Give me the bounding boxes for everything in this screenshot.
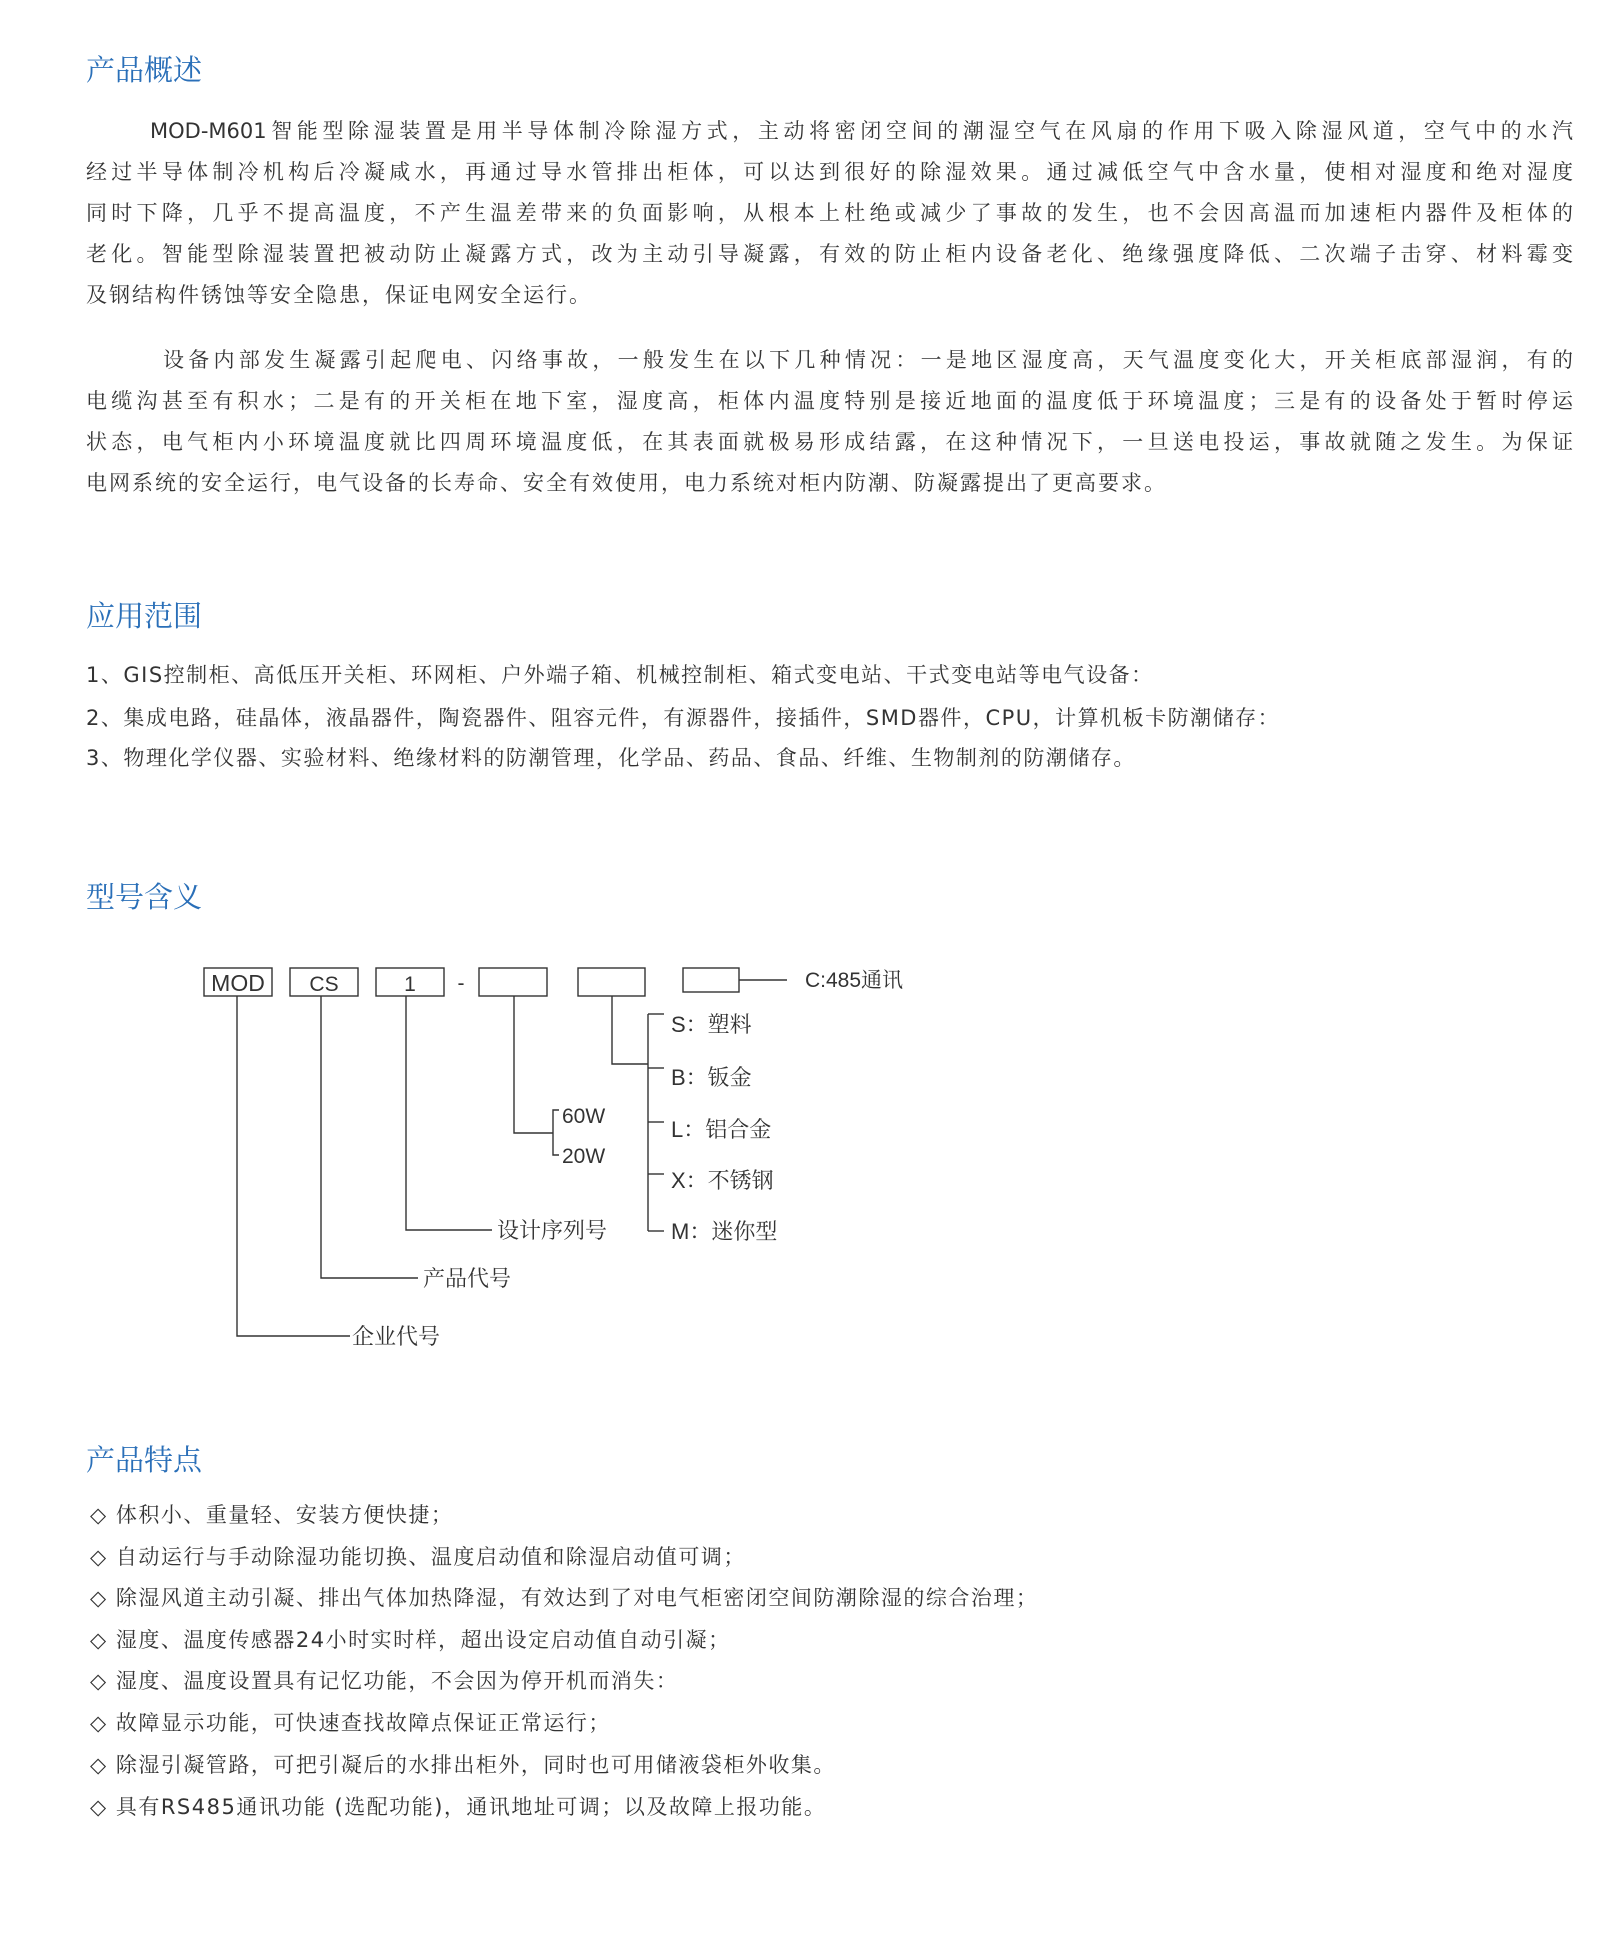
overview-p1-line: 经过半导体制冷机构后冷凝咸水，再通过导水管排出柜体，可以达到很好的除湿效果。通过减低空气中含水量，使相对湿度和绝对湿度: [86, 160, 1573, 184]
material-option: M：迷你型: [671, 1219, 778, 1244]
dash-separator: -: [457, 972, 465, 995]
overview-p1-line: MOD-M601智能型除湿装置是用半导体制冷除湿方式，主动将密闭空间的潮湿空气在风扇的作用下吸入除湿风道，空气中的水汽: [150, 119, 1573, 143]
box-company-text: MOD: [211, 970, 265, 996]
feature-item: [90, 1537, 746, 1577]
diamond-bullet-icon: ◇: [90, 1711, 108, 1735]
overview-p2-line: 设备内部发生凝露引起爬电、闪络事故，一般发生在以下几种情况：一是地区湿度高，天气温度变化大，开关柜底部湿润，有的: [163, 348, 1573, 372]
section-title-features: 产品特点: [86, 1443, 203, 1477]
power-option: 20W: [562, 1145, 606, 1168]
comm-label: C:485通讯: [805, 969, 904, 992]
overview-p2-line: 电网系统的安全运行，电气设备的长寿命、安全有效使用，电力系统对柜内防潮、防凝露提出了更高要求。: [86, 471, 1167, 495]
scope-item: 2、集成电路，硅晶体，液晶器件，陶瓷器件、阻容元件，有源器件，接插件，SMD器件，CPU，计算机板卡防潮储存：: [86, 706, 1281, 730]
diamond-bullet-icon: ◇: [90, 1669, 108, 1693]
material-connector: [612, 996, 648, 1064]
scope-item: 3、物理化学仪器、实验材料、绝缘材料的防潮管理，化学品、药品、食品、纤维、生物制剂的防潮储存。: [86, 746, 1136, 770]
company-connector: [237, 996, 350, 1336]
diamond-bullet-icon: ◇: [90, 1545, 108, 1569]
scope-item: 1、GIS控制柜、高低压开关柜、环网柜、户外端子箱、机械控制柜、箱式变电站、干式变电站等电气设备：: [86, 663, 1154, 687]
overview-p1-line: 老化。智能型除湿装置把被动防止凝露方式，改为主动引导凝露，有效的防止柜内设备老化、绝缘强度降低、二次端子击穿、材料霉变: [86, 242, 1573, 266]
feature-text: 自动运行与手动除湿功能切换、温度启动值和除湿启动值可调；: [115, 1545, 746, 1569]
code-boxes: [204, 968, 739, 996]
diamond-bullet-icon: ◇: [90, 1795, 108, 1819]
feature-text: 除湿风道主动引凝、排出气体加热降湿，有效达到了对电气柜密闭空间防潮除湿的综合治理；: [115, 1586, 1039, 1610]
box-power: [479, 968, 547, 996]
section-title-scope: 应用范围: [86, 599, 203, 633]
feature-item: [90, 1661, 678, 1701]
company-label: 企业代号: [352, 1324, 441, 1349]
power-option: 60W: [562, 1105, 606, 1128]
feature-item: [90, 1703, 611, 1743]
feature-text: 具有RS485通讯功能 (选配功能)，通讯地址可调；以及故障上报功能。: [115, 1795, 827, 1819]
feature-text: 除湿引凝管路，可把引凝后的水排出柜外，同时也可用储液袋柜外收集。: [115, 1753, 836, 1777]
overview-p1-line: 同时下降，几乎不提高温度，不产生温差带来的负面影响，从根本上杜绝或减少了事故的发生，也不会因高温而加速柜内器件及柜体的: [86, 201, 1573, 225]
box-material: [578, 968, 645, 996]
feature-item: [90, 1578, 1038, 1618]
box-serial-text: 1: [404, 973, 416, 996]
overview-p2-line: 电缆沟甚至有积水；二是有的开关柜在地下室，湿度高，柜体内温度特别是接近地面的温度低于环境温度；三是有的设备处于暂时停运: [86, 389, 1573, 413]
material-option: L：铝合金: [671, 1117, 772, 1142]
diamond-bullet-icon: ◇: [90, 1586, 108, 1610]
material-option: S：塑料: [671, 1012, 752, 1037]
section-title-overview: 产品概述: [86, 53, 203, 87]
overview-p1-line: 及钢结构件锈蚀等安全隐患，保证电网安全运行。: [86, 283, 592, 307]
diamond-bullet-icon: ◇: [90, 1753, 108, 1777]
feature-item: [90, 1620, 731, 1660]
product-code-label: 产品代号: [423, 1266, 512, 1291]
diamond-bullet-icon: ◇: [90, 1503, 108, 1527]
feature-item: [90, 1787, 826, 1827]
feature-text: 故障显示功能，可快速查找故障点保证正常运行；: [115, 1711, 611, 1735]
design-serial-connector: [406, 996, 492, 1230]
box-comm: [683, 968, 739, 992]
section-title-model: 型号含义: [86, 880, 203, 914]
feature-text: 湿度、温度设置具有记忆功能，不会因为停开机而消失：: [115, 1669, 679, 1693]
box-product-text: CS: [309, 973, 339, 996]
design-serial-label: 设计序列号: [497, 1218, 608, 1243]
material-option: X：不锈钢: [671, 1168, 774, 1193]
power-connector: [514, 996, 553, 1133]
material-option: B：钣金: [671, 1065, 752, 1090]
feature-text: 湿度、温度传感器24小时实时样，超出设定启动值自动引凝；: [115, 1628, 731, 1652]
diamond-bullet-icon: ◇: [90, 1628, 108, 1652]
product-code-connector: [321, 996, 418, 1278]
overview-p2-line: 状态，电气柜内小环境温度就比四周环境温度低，在其表面就极易形成结露，在这种情况下，一旦送电投运，事故就随之发生。为保证: [86, 430, 1573, 454]
feature-text: 体积小、重量轻、安装方便快捷；: [115, 1503, 454, 1527]
feature-item: [90, 1495, 453, 1535]
feature-item: [90, 1745, 836, 1785]
power-bracket: [553, 1110, 559, 1155]
